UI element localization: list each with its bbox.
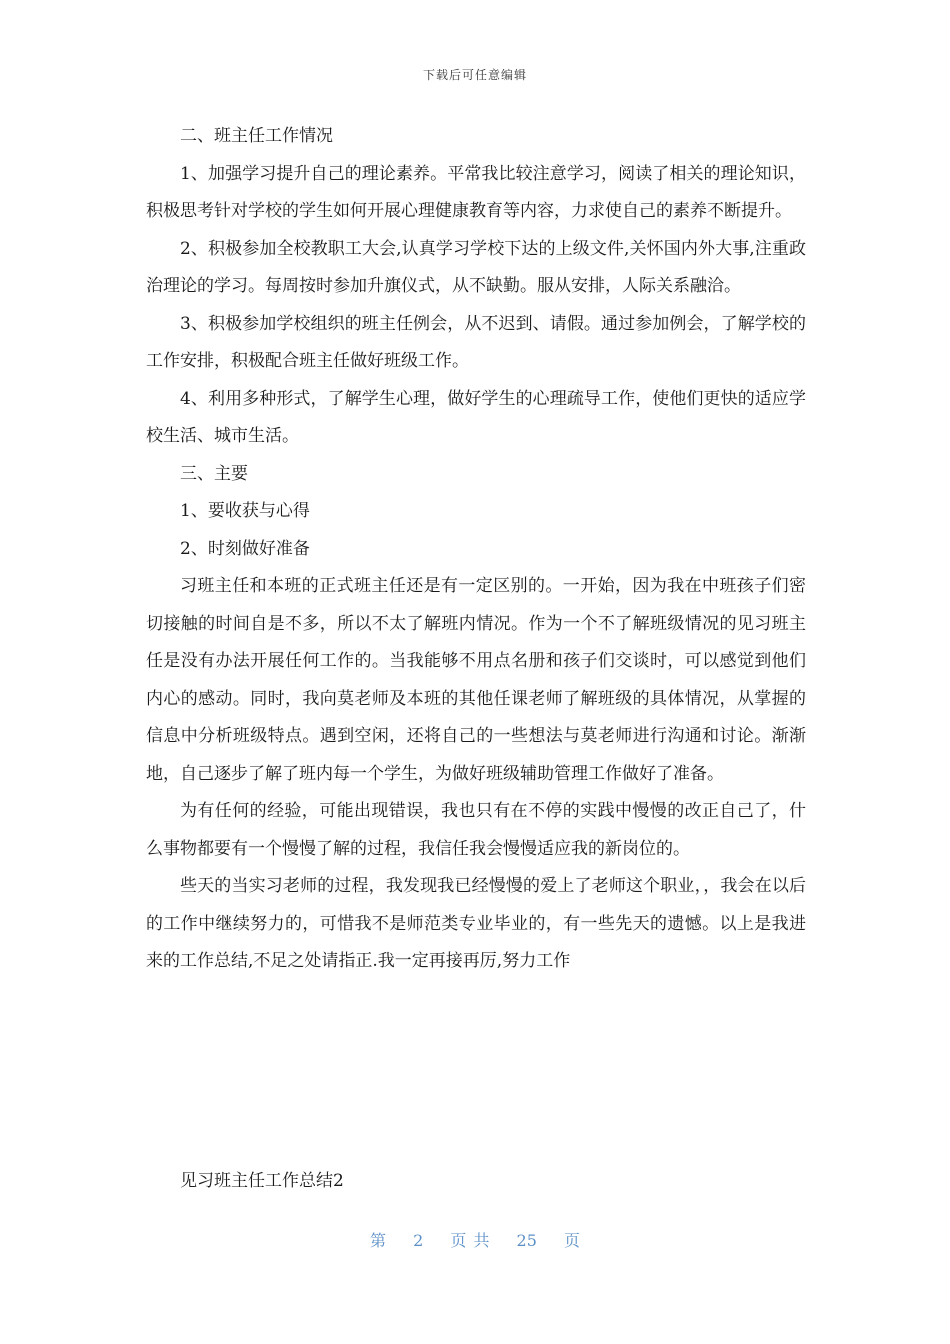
page-label-mid: 页 共 [450, 1231, 490, 1250]
page-header: 下载后可任意编辑 [422, 68, 527, 82]
page-label-suffix: 页 [564, 1231, 581, 1250]
paragraph-conclusion: 些天的当实习老师的过程，我发现我已经慢慢的爱上了老师这个职业，，我会在以后的工作中继续努力的，可惜我不是师范类专业毕业的，有一些先天的遗憾。以上是我进来的工作总结,不足之处请指正.我一定再接再厉,努力工作 [146, 876, 806, 971]
paragraph-mistakes: 为有任何的经验，可能出现错误，我也只有在不停的实践中慢慢的改正自己了，什么事物都要有一个慢慢了解的过程，我信任我会慢慢适应我的新岗位的。 [146, 801, 806, 859]
subheading-2: 2、时刻做好准备 [180, 538, 310, 559]
paragraph-experience: 习班主任和本班的正式班主任还是有一定区别的。一开始，因为我在中班孩子们密切接触的时间自是不多，所以不太了解班内情况。作为一个不了解班级情况的见习班主任是没有办法开展任何工作的。当我能够不用点名册和孩子们交谈时，可以感觉到他们内心的感动。同时，我向莫老师及本班的其他任课老师了解班级的具体情况，从掌握的信息中分析班级特点。遇到空闲，还将自己的一些想法与莫老师进行沟通和讨论。渐渐地，自己逐步了解了班内每一个学生，为做好班级辅助管理工作做好了准备。 [146, 576, 806, 784]
paragraph-item-1: 1、加强学习提升自己的理论素养。平常我比较注意学习，阅读了相关的理论知识，积极思考针对学校的学生如何开展心理健康教育等内容，力求使自己的素养不断提升。 [146, 163, 806, 221]
page-number: 2 [413, 1231, 424, 1250]
section-heading-2: 二、班主任工作情况 [180, 126, 333, 146]
paragraph-item-3: 3、积极参加学校组织的班主任例会，从不迟到、请假。通过参加例会，了解学校的工作安排，积极配合班主任做好班级工作。 [146, 313, 806, 371]
document-body [146, 118, 806, 981]
paragraph-item-4: 4、利用多种形式，了解学生心理，做好学生的心理疏导工作，使他们更快的适应学校生活、城市生活。 [146, 388, 806, 446]
total-pages: 25 [516, 1231, 537, 1250]
subheading-1: 1、要收获与心得 [180, 501, 310, 521]
next-article-title: 见习班主任工作总结2 [180, 1171, 344, 1191]
page-label-prefix: 第 [369, 1231, 386, 1250]
section-heading-3: 三、主要 [180, 463, 248, 484]
paragraph-item-2: 2、积极参加全校教职工大会,认真学习学校下达的上级文件,关怀国内外大事,注重政治理论的学习。每周按时参加升旗仪式，从不缺勤。服从安排，人际关系融洽。 [146, 238, 806, 296]
page-footer [0, 1228, 950, 1251]
